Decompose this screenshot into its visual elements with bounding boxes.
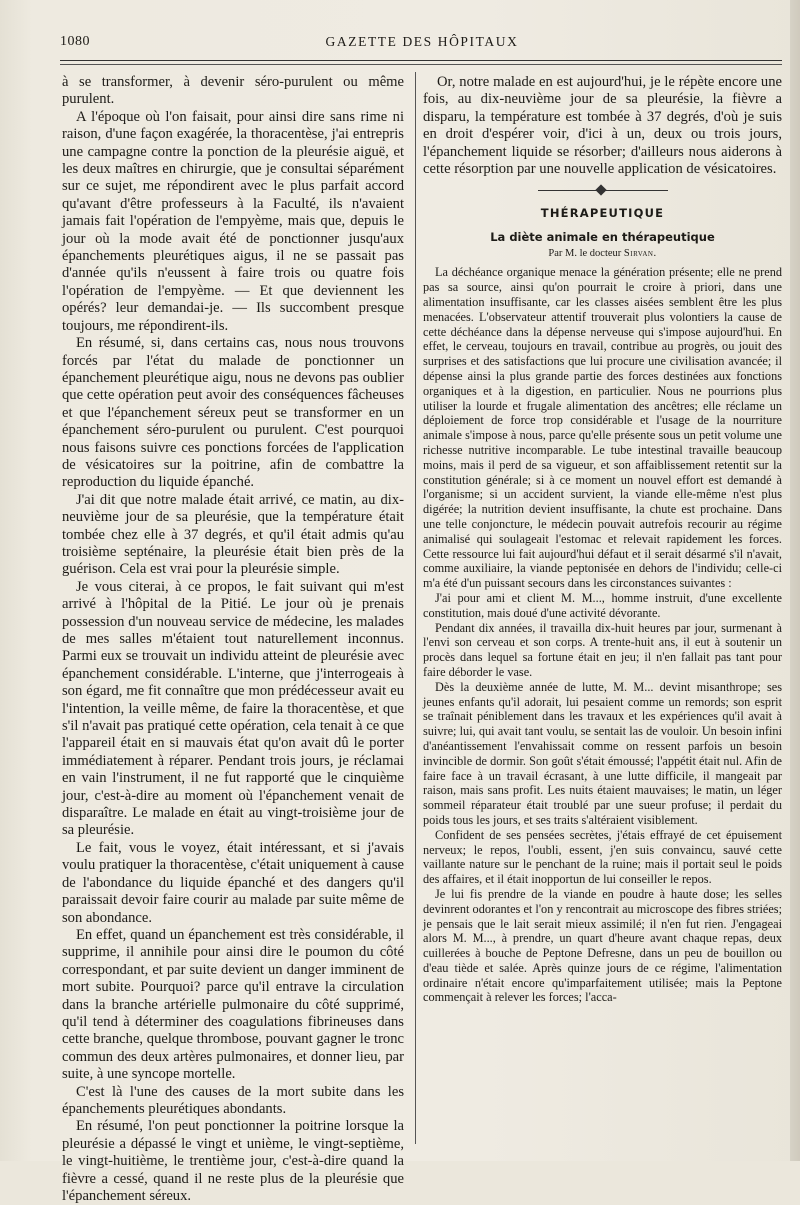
- journal-title: GAZETTE DES HÔPITAUX: [325, 34, 519, 49]
- paragraph: En résumé, l'on peut ponctionner la poitrine lorsque la pleurésie a dépassé le vingt et unième, le vingt-septième, le vingt-huitième, le trentième jour, c'est-à-dire quand la fièvre a cessé, quand il ne reste plus de la pleurésie que l'épanchement séreux.: [62, 1118, 404, 1204]
- paragraph: Or, notre malade en est aujourd'hui, je le répète encore une fois, au dix-neuvième jour de sa pleurésie, la fièvre a disparu, la température est tombée à 37 degrés, d'où je suis en droit d'espérer voir, d'ici à un, deux ou trois jours, l'épanchement liquide se résorber; d'ailleurs nous aiderons à cette résorption par une nouvelle application de vésicatoires.: [423, 74, 782, 178]
- header-rule: [60, 60, 782, 61]
- paragraph: En effet, quand un épanchement est très considérable, il supprime, il annihile pour ainsi dire le poumon du côté correspondant, et par suite devient un danger imminent de mort subite. Pourquoi? parce qu'il entrave la circulation dans la branche artérielle pulmonaire du côté supprimé, qu'il tend à déterminer des coagulations fibrineuses dans cette branche, quelque thrombose, pouvant gagner le tronc commun des deux artères pulmonaires, et donner lieu, par suite, à une syncope mortelle.: [62, 926, 404, 1083]
- paragraph: Le fait, vous le voyez, était intéressant, et si j'avais voulu pratiquer la thoracentèse, c'était uniquement à cause de l'abondance du liquide épanché et des dangers qu'il paraissait devoir faire courir au malade par suite même de son abondance.: [62, 839, 404, 926]
- article-title: La diète animale en thérapeutique: [490, 230, 715, 245]
- paragraph: Je lui fis prendre de la viande en poudre à haute dose; les selles devinrent odorantes et l'on y rencontrait au microscope des fibres striées; je pensais que le lait serait mieux assimilé; il n'en fut rien. J'engageai alors M. M..., à prendre, un quart d'heure avant chaque repas, deux cuillerées à bouche de Peptone Defresne, dans un peu de bouillon ou d'eau tiède et salée. Après quinze jours de ce régime, l'alimentation ordinaire n'était encore qu'imparfaitement utilisée; mais la Peptone commençait à relever les forces; l'acca-: [423, 886, 782, 1005]
- paragraph: Pendant dix années, il travailla dix-huit heures par jour, surmenant à l'envi son cerveau et son corps. A trente-huit ans, il eut à soutenir un procès dans lequel sa fortune était en jeu; il n'en fallait pas tant pour faire déborder le vase.: [423, 620, 782, 679]
- paragraph: La déchéance organique menace la génération présente; elle ne prend pas sa source, ainsi qu'on pourrait le croire à priori, dans une alimentation insuffisante, car les classes aisées semblent être les plus menacées. L'observateur attentif trouverait plus volontiers la cause de cette déchéance dans la dépense nerveuse qui s'impose aujourd'hui. En effet, le cerveau, toujours en travail, contribue au progrès, ou jouit des surprises et des satisfactions que lui procure une civilisation avancée; il dépense ainsi la plus grande partie des forces destinées aux fonctions organiques et à la digestion, en particulier. Nous ne pourrions plus utiliser la lourde et frugale alimentation des ancêtres; elle réclame un déploiement de force trop considérable et l'usage de la nourriture animale s'impose à nous, parce qu'elle présente sous un petit volume une richesse nutritive incomparable. Le tube intestinal travaille beaucoup moins, mais il perd de sa vigueur, et son affaiblissement retentit sur la constitution générale; si à ce moment un nouvel effort est demandé à l'organisme; si un accident survient, la viande elle-même n'est plus digérée; la nutrition devient insuffisante, la chute est prochaine. Dans une telle conjoncture, le médecin pouvait autrefois recourir au régime animalisé qui soulageait l'estomac et relevait rapidement les forces. Cette ressource lui fait aujourd'hui défaut et il serait désarmé s'il n'avait, comme auxiliaire, la viande peptonisée en dehors de l'individu; celle-ci m'a été d'un puissant secours dans les circonstances suivantes :: [423, 265, 782, 591]
- byline: [423, 248, 782, 259]
- page-edge: [790, 0, 800, 1161]
- paragraph: J'ai pour ami et client M. M..., homme instruit, d'une excellente constitution, mais doué d'une activité dévorante.: [423, 590, 782, 620]
- paragraph: Je vous citerai, à ce propos, le fait suivant qui m'est arrivé à l'hôpital de la Pitié. Le jour où je prenais possession d'un nouveau service de médecine, les malades de mes salles m'étaient tout naturellement inconnus. Parmi eux se trouvait un individu atteint de pleurésie avec épanchement considérable. L'interne, que j'interrogeais à son égard, me fit connaître que mon prédécesseur avait eu l'intention, la veille même, de faire la thoracentèse, et que s'il n'avait pas pratiqué cette opération, cela tenait à ce que l'appareil était en si mauvais état qu'on avait dû le porter immédiatement à réparer. Pendant trois jours, je réclamai en vain l'instrument, il ne fut rapporté que le cinquième jour, c'est-à-dire au moment où l'épanchement venait de disparaître. Le malade en était au vingt-troisième jour de sa pleurésie.: [62, 578, 404, 839]
- left-column: [62, 74, 404, 1205]
- byline-prefix: Par M. le docteur: [548, 248, 622, 260]
- paragraph: A l'époque où l'on faisait, pour ainsi dire sans rime ni raison, d'une façon exagérée, la thoracentèse, j'ai entrepris une campagne contre la ponction de la pleurésie aiguë, et les deux maîtres en chirurgie, que je consultai séparément sur ce sujet, me répondirent avec le plus parfait accord qu'avant d'être professeurs à la Faculté, ils n'avaient jamais fait l'opération de l'empyème, mais que, depuis le jour où la mode avait été de ponctionner jusqu'aux épanchements pleurétiques aigus, il ne se passait pas d'année qu'ils n'eussent à faire trois ou quatre fois l'opération de l'empyème. — Et que deviennent les opérés? leur demandai-je. — Ils succombent presque toujours, me répondirent-ils.: [62, 108, 404, 334]
- right-column: [423, 74, 782, 1005]
- column-divider: [415, 72, 416, 1144]
- paragraph: En résumé, si, dans certains cas, nous nous trouvons forcés par l'état du malade de ponctionner un épanchement pleurétique aigu, nous ne devons pas oublier que cette opération peut avoir des conséquences fâcheuses et que l'épanchement séreux peut se transformer en un épanchement séro-purulent ou purulent. C'est pourquoi nous faisons suivre ces ponctions forcées de l'application de vésicatoires sur la poitrine, afin de combattre la reproduction du liquide épanché.: [62, 335, 404, 491]
- paragraph: Confident de ses pensées secrètes, j'étais effrayé de cet épuisement nerveux; le repos, l'oubli, essent, j'en suis convaincu, sauvé cette vaillante nature sur le penchant de la ruine; mais il portait seul le poids des affaires, et il était inopportun de lui conseiller le repos.: [423, 827, 782, 887]
- author-name: Sirvan.: [623, 248, 657, 260]
- page-number: 1080: [60, 34, 90, 49]
- page-header: [60, 34, 784, 52]
- article-body: [423, 265, 782, 1005]
- section-ornament: [538, 188, 668, 194]
- paragraph: Dès la deuxième année de lutte, M. M... devint misanthrope; ses jeunes enfants qu'il adorait, lui pesaient comme un remords; son esprit se traînait péniblement dans les travaux et les expériences qu'il avait à suivre; lui, qui avait tant voulu, se sentait las de vouloir. Un besoin infini d'anéantissement l'envahissait comme on ressent parfois un besoin invincible de dormir. Son goût s'était émoussé; l'appétit était nul. Afin de faire face à un travail écrasant, à une lutte difficile, il mangeait par raison, mais sans profit. Les nuits étaient mauvaises; le matin, un léger sommeil réparateur était troublé par une sueur profuse; il perdait du poids tous les jours, et ses traits s'altéraient visiblement.: [423, 679, 782, 827]
- section-heading: THÉRAPEUTIQUE: [540, 206, 665, 221]
- paragraph: C'est là l'une des causes de la mort subite dans les épanchements pleurétiques abondants.: [62, 1083, 404, 1117]
- paragraph: à se transformer, à devenir séro-purulent ou même purulent.: [62, 74, 404, 108]
- header-rule-secondary: [60, 64, 782, 65]
- paragraph: J'ai dit que notre malade était arrivé, ce matin, au dix-neuvième jour de sa pleurésie, que la température était tombée chez elle à 37 degrés, et qu'il était admis qu'au troisième septénaire, la pleurésie était bien près de la guérison. Cela est vrai pour la pleurésie simple.: [62, 491, 404, 578]
